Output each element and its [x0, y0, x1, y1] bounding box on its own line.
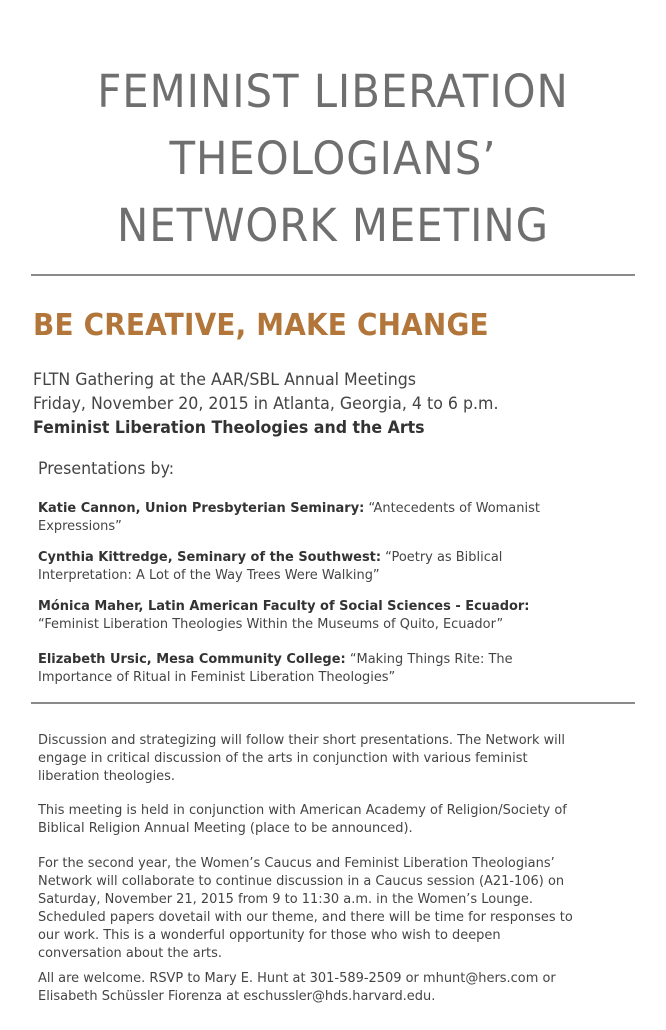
title-line-2: THEOLOGIANS’ [169, 132, 497, 185]
event-gathering: FLTN Gathering at the AAR/SBL Annual Meetings [33, 370, 417, 390]
presentation-item [38, 597, 585, 633]
title-line-1: FEMINIST LIBERATION [97, 65, 569, 118]
conjunction-paragraph: This meeting is held in conjunction with American Academy of Religion/Society of Biblical Religion Annual Meeting (place to be announced). [38, 802, 567, 836]
presentation-item [38, 548, 585, 584]
presentation-title: “Making Things Rite: The Importance of Ritual in Feminist Liberation Theologies” [38, 651, 513, 685]
rsvp-paragraph: All are welcome. RSVP to Mary E. Hunt at 301-589-2509 or mhunt@hers.com or Elisabeth Schüssler Fiorenza at eschussler@hds.harvard.edu. [38, 970, 556, 1004]
page-title [23, 58, 642, 259]
discussion-paragraph: Discussion and strategizing will follow their short presentations. The Network will engage in critical discussion of the arts in conjunction with various feminist liberation theologies. [38, 732, 565, 784]
event-details [33, 368, 498, 440]
event-theme: Feminist Liberation Theologies and the Arts [33, 418, 425, 438]
middle-divider [31, 702, 635, 704]
event-date-location: Friday, November 20, 2015 in Atlanta, Georgia, 4 to 6 p.m. [33, 394, 499, 414]
presenter-name: Mónica Maher, Latin American Faculty of Social Sciences - Ecuador: [38, 598, 530, 614]
presentation-item [38, 650, 585, 686]
presentation-item [38, 499, 585, 535]
headline: BE CREATIVE, MAKE CHANGE [33, 308, 489, 343]
presentation-title: “Feminist Liberation Theologies Within the Museums of Quito, Ecuador” [38, 616, 504, 632]
caucus-paragraph: For the second year, the Women’s Caucus and Feminist Liberation Theologians’ Network will collaborate to continue discussion in a Caucus session (A21-106) on Saturday, November 21, 2015 from 9 to 11:30 a.m. in the Women’s Lounge. Scheduled papers dovetail with our theme, and there will be time for responses to our work. This is a wonderful opportunity for those who wish to deepen conversation about the arts. [38, 855, 573, 961]
title-line-3: NETWORK MEETING [116, 199, 550, 252]
presentation-title: “Poetry as Biblical Interpretation: A Lot of the Way Trees Were Walking” [38, 549, 503, 583]
presentation-title: “Antecedents of Womanist Expressions” [38, 500, 540, 534]
presenter-name: Katie Cannon, Union Presbyterian Seminary: [38, 500, 365, 516]
presenter-name: Elizabeth Ursic, Mesa Community College: [38, 651, 346, 667]
presentations-heading: Presentations by: [38, 459, 175, 479]
presenter-name: Cynthia Kittredge, Seminary of the Southwest: [38, 549, 382, 565]
top-divider [31, 274, 635, 276]
